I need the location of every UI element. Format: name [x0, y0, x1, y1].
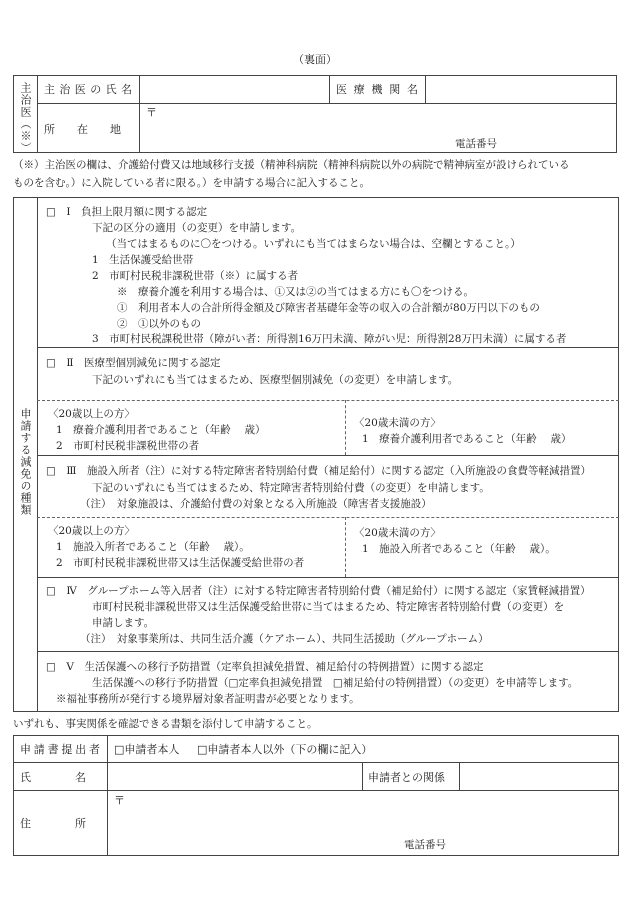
- relation-field[interactable]: [460, 763, 618, 789]
- submitter-name-field[interactable]: [108, 763, 361, 789]
- submitter-other-checkbox[interactable]: □申請者本人以外（下の欄に記入）: [197, 743, 373, 756]
- submitter-self-checkbox[interactable]: □申請者本人: [114, 743, 180, 756]
- submitter-label: 申請書提出者: [20, 743, 100, 756]
- sec3-left-item-2: 2 市町村民税非課税世帯又は生活保護受給世帯の者: [56, 557, 305, 569]
- sec2-right-item-1: 1 療養介護利用者であること（年齢 歳）: [362, 433, 572, 445]
- sec3-left-item-1: 1 施設入所者であること（年齢 歳）。: [56, 541, 250, 553]
- sec1-option-3[interactable]: 3 市町村民税課税世帯（障がい者：所得割16万円未満、障がい児：所得割28万円未満）に属する者: [92, 333, 567, 345]
- doctor-note-line-2: ものを含む。）に入院している者に限る。）を申請する場合に記入すること。: [13, 177, 370, 189]
- doctor-name-label: 主治医の氏名: [44, 83, 132, 96]
- sec3-line-3: （注） 対象施設は、介護給付費の対象となる入所施設（障害者支援施設）: [80, 498, 432, 510]
- sec4-line-2: 市町村民税非課税世帯又は生活保護受給世帯に当てはまるため、特定障害者特別給付費（の変更）を: [92, 601, 565, 613]
- sec3-left-heading: 〈20歳以上の方〉: [48, 525, 135, 537]
- sec3-right-item-1: 1 施設入所者であること（年齢 歳）。: [362, 543, 556, 555]
- institution-field[interactable]: [426, 76, 616, 102]
- sec4-line-4: （注） 対象事業所は、共同生活介護（ケアホーム）、共同生活援助（グループホーム）: [80, 633, 489, 645]
- sec5-line-3: ※福祉事務所が発行する境界層対象者証明書が必要となります。: [56, 693, 360, 705]
- sec2-left-heading: 〈20歳以上の方〉: [48, 408, 135, 420]
- doctor-address-field[interactable]: [140, 104, 616, 152]
- doctor-name-field[interactable]: [140, 76, 328, 102]
- postal-mark: 〒: [146, 106, 157, 119]
- doctor-address-label: 所 在 地: [44, 123, 121, 136]
- sec1-line-6: ※ 療養介護を利用する場合は、①又は②の当てはまる方にも〇をつける。: [117, 286, 474, 298]
- page-label: （裏面）: [293, 53, 337, 66]
- sec2-left-item-2: 2 市町村民税非課税世帯の者: [56, 440, 200, 452]
- sec1-title[interactable]: □ Ⅰ 負担上限月額に関する認定: [46, 206, 208, 218]
- sec4-title[interactable]: □ Ⅳ グループホーム等入居者（注）に対する特定障害者特別給付費（補足給付）に関する認定（家賃軽減措置）: [46, 585, 591, 597]
- sec5-title[interactable]: □ Ⅴ 生活保護への移行予防措置（定率負担減免措置、補足給付の特例措置）に関する認定: [46, 661, 484, 673]
- reduction-vertical-label: 申請する減免の種類: [18, 408, 32, 516]
- sec1-line-2: 下記の区分の適用（の変更）を申請します。: [92, 222, 302, 234]
- sec2-title[interactable]: □ Ⅱ 医療型個別減免に関する認定: [46, 357, 221, 369]
- sec3-right-heading: 〈20歳未満の方〉: [354, 527, 441, 539]
- attach-note: いずれも、事実関係を確認できる書類を添付して申請すること。: [13, 718, 318, 730]
- relation-label: 申請者との関係: [368, 771, 445, 784]
- sec2-right-heading: 〈20歳未満の方〉: [354, 417, 441, 429]
- submitter-name-label: 氏 名: [20, 771, 86, 784]
- doctor-phone-label: 電話番号: [455, 138, 497, 150]
- sec3-line-2: 下記のいずれにも当てはまるため、特定障害者特別給付費（の変更）を申請します。: [92, 482, 490, 494]
- submitter-address-label: 住 所: [20, 817, 86, 830]
- doctor-note-line-1: （※）主治医の欄は、介護給付費又は地域移行支援（精神科病院（精神科病院以外の病院で精神病室が設けられている: [13, 159, 570, 171]
- sec2-line-2: 下記のいずれにも当てはまるため、医療型個別減免（の変更）を申請します。: [92, 374, 459, 386]
- sec3-title[interactable]: □ Ⅲ 施設入所者（注）に対する特定障害者特別給付費（補足給付）に関する認定（入所施設の食費等軽減措置）: [46, 465, 592, 477]
- sec2-left-item-1: 1 療養介護利用者であること（年齢 歳）: [56, 424, 266, 436]
- submitter-phone-label: 電話番号: [404, 839, 446, 851]
- sec4-line-3: 申請します。: [92, 617, 155, 629]
- sec1-option-2[interactable]: 2 市町村民税非課税世帯（※）に属する者: [92, 270, 299, 282]
- doctor-vertical-label: 主治医（※）: [19, 82, 32, 154]
- sec5-line-2[interactable]: 生活保護への移行予防措置（□定率負担減免措置 □補足給付の特例措置）（の変更）を申請等します。: [92, 677, 579, 689]
- sec1-sub-2[interactable]: ② ①以外のもの: [117, 318, 201, 330]
- sec1-sub-1[interactable]: ① 利用者本人の合計所得金額及び障害者基礎年金等の収入の合計額が80万円以下のもの: [117, 302, 540, 314]
- sec1-line-3: （当てはまるものに〇をつける。いずれにも当てはまらない場合は、空欄とすること。）: [106, 238, 521, 250]
- submitter-postal-mark: 〒: [114, 794, 125, 807]
- institution-label: 医療機関名: [336, 83, 418, 96]
- sec1-option-1[interactable]: 1 生活保護受給世帯: [92, 254, 194, 266]
- submitter-address-field[interactable]: [108, 791, 618, 855]
